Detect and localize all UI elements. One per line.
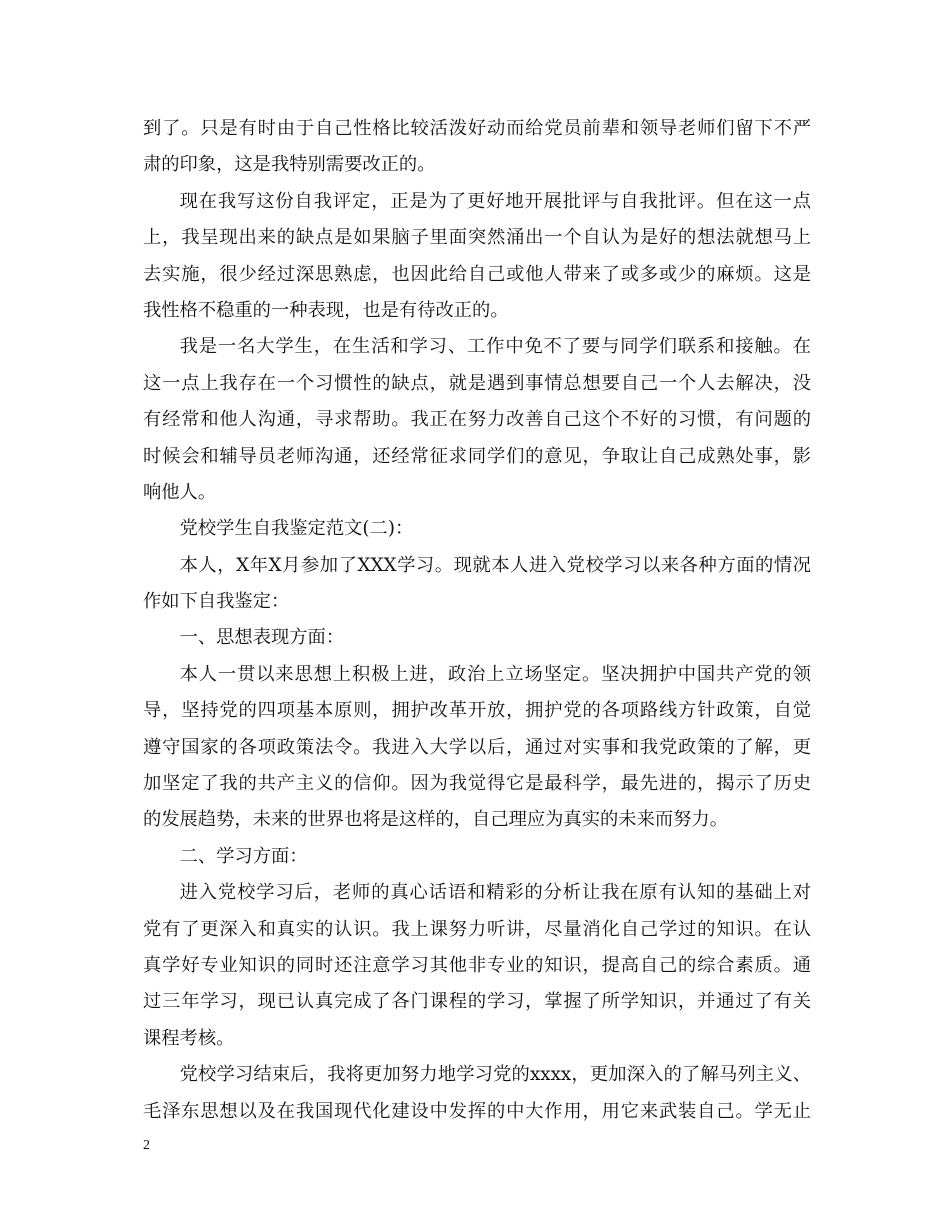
text-line: 遵守国家的各项政策法令。我进入大学以后，通过对实事和我党政策的了解，更: [143, 736, 811, 758]
text-line: 课程考核。: [143, 1027, 235, 1049]
text-line: 导，坚持党的四项基本原则，拥护改革开放，拥护党的各项路线方针政策，自觉: [143, 700, 811, 722]
text-line: 这一点上我存在一个习惯性的缺点，就是遇到事情总想要自己一个人去解决，没: [143, 372, 811, 394]
text-line: 真学好专业知识的同时还注意学习其他非专业的知识，提高自己的综合素质。通: [143, 954, 811, 976]
text-line: 作如下自我鉴定：: [143, 591, 290, 613]
text-line: 二、学习方面：: [179, 845, 308, 867]
text-line: 我是一名大学生，在生活和学习、工作中免不了要与同学们联系和接触。在: [179, 336, 811, 358]
text-line: 现在我写这份自我评定，正是为了更好地开展批评与自我批评。但在这一点: [179, 190, 811, 212]
text-line: 响他人。: [143, 481, 217, 503]
text-line: 有经常和他人沟通，寻求帮助。我正在努力改善自己这个不好的习惯，有问题的: [143, 409, 811, 431]
text-line: 过三年学习，现已认真完成了各门课程的学习，掌握了所学知识，并通过了有关: [143, 991, 811, 1013]
text-line: 毛泽东思想以及在我国现代化建设中发挥的中大作用，用它来武装自己。学无止: [143, 1100, 811, 1122]
page-number: 2: [143, 1138, 150, 1153]
text-line: 党校学习结束后，我将更加努力地学习党的xxxx，更加深入的了解马列主义、: [179, 1064, 811, 1086]
text-line: 党有了更深入和真实的认识。我上课努力听讲，尽量消化自己学过的知识。在认: [143, 918, 811, 940]
text-line: 本人，X年X月参加了XXX学习。现就本人进入党校学习以来各种方面的情况: [179, 554, 811, 576]
text-line: 到了。只是有时由于自己性格比较活泼好动而给党员前辈和领导老师们留下不严: [143, 118, 811, 139]
text-line: 进入党校学习后，老师的真心话语和精彩的分析让我在原有认知的基础上对: [179, 882, 811, 904]
text-line: 本人一贯以来思想上积极上进，政治上立场坚定。坚决拥护中国共产党的领: [179, 663, 811, 685]
text-line: 去实施，很少经过深思熟虑，也因此给自己或他人带来了或多或少的麻烦。这是: [143, 263, 811, 285]
text-line: 一、思想表现方面：: [179, 627, 345, 649]
document-body: [143, 111, 811, 1130]
text-line: 的发展趋势，未来的世界也将是这样的，自己理应为真实的未来而努力。: [143, 809, 728, 831]
text-line: 肃的印象，这是我特别需要改正的。: [143, 154, 436, 176]
text-line: 时候会和辅导员老师沟通，还经常征求同学们的意见，争取让自己成熟处事，影: [143, 445, 811, 467]
text-line: 加坚定了我的共产主义的信仰。因为我觉得它是最科学，最先进的，揭示了历史: [143, 773, 811, 795]
text-line: 党校学生自我鉴定范文(二)：: [179, 518, 414, 540]
text-line: 我性格不稳重的一种表现，也是有待改正的。: [143, 299, 509, 321]
text-line: 上，我呈现出来的缺点是如果脑子里面突然涌出一个自认为是好的想法就想马上: [143, 227, 811, 249]
